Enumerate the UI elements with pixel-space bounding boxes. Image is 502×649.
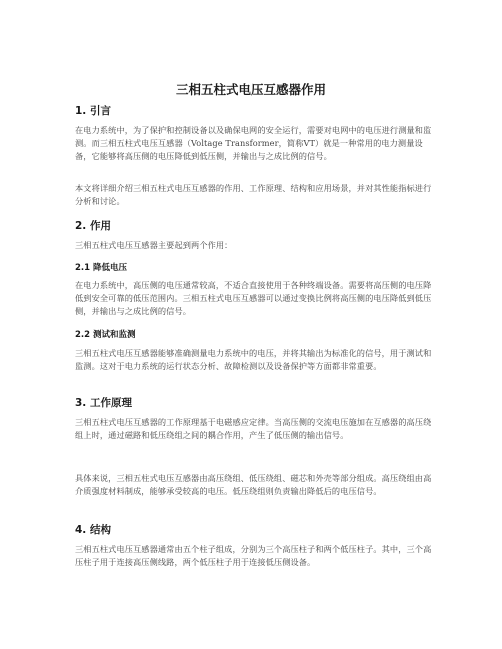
section-heading-intro: 1. 引言: [75, 105, 111, 117]
structure-paragraph: 三相五柱式电压互感器通常由五个柱子组成，分别为三个高压柱子和两个低压柱子。其中，三个高压柱子用于连接高压侧线路，两个低压柱子用于连接低压侧设备。: [75, 544, 432, 568]
subsection-heading-testing: 2.2 测试和监测: [75, 330, 136, 340]
testing-paragraph: 三相五柱式电压互感器能够准确测量电力系统中的电压，并将其输出为标准化的信号，用于测试和监测。这对于电力系统的运行状态分析、故障检测以及设备保护等方面都非常重要。: [75, 348, 432, 372]
principle-paragraph-1: 三相五柱式电压互感器的工作原理基于电磁感应定律。当高压侧的交流电压施加在互感器的高压绕组上时，通过磁路和低压绕组之间的耦合作用，产生了低压侧的输出信号。: [75, 417, 432, 441]
intro-paragraph-2: 本文将详细介绍三相五柱式电压互感器的作用、工作原理、结构和应用场景，并对其性能指标进行分析和讨论。: [75, 183, 432, 207]
section-heading-principle: 3. 工作原理: [75, 397, 132, 409]
function-paragraph: 三相五柱式电压互感器主要起到两个作用：: [75, 240, 233, 250]
voltage-reduction-paragraph: 在电力系统中，高压侧的电压通常较高，不适合直接使用于各种终端设备。需要将高压侧的电压降低到安全可靠的低压范围内。三相五柱式电压互感器可以通过变换比例将高压侧的电压降低到低压侧，并输出与之成比例的信号。: [75, 280, 432, 317]
section-heading-structure: 4. 结构: [75, 524, 111, 536]
section-heading-function: 2. 作用: [75, 220, 111, 232]
principle-paragraph-2: 具体来说，三相五柱式电压互感器由高压绕组、低压绕组、磁芯和外壳等部分组成。高压绕组由高介质强度材料制成，能够承受较高的电压。低压绕组则负责输出降低后的电压信号。: [75, 473, 432, 497]
subsection-heading-voltage-reduction: 2.1 降低电压: [75, 263, 128, 273]
document-title: 三相五柱式电压互感器作用: [175, 82, 326, 97]
intro-paragraph-1: 在电力系统中，为了保护和控制设备以及确保电网的安全运行，需要对电网中的电压进行测量和监测。而三相五柱式电压互感器（Voltage Transformer，简称VT）就是一种常用的电力测量设备，它能够将高压侧的电压降低到低压侧，并输出与之成比例的信号。: [75, 125, 432, 162]
